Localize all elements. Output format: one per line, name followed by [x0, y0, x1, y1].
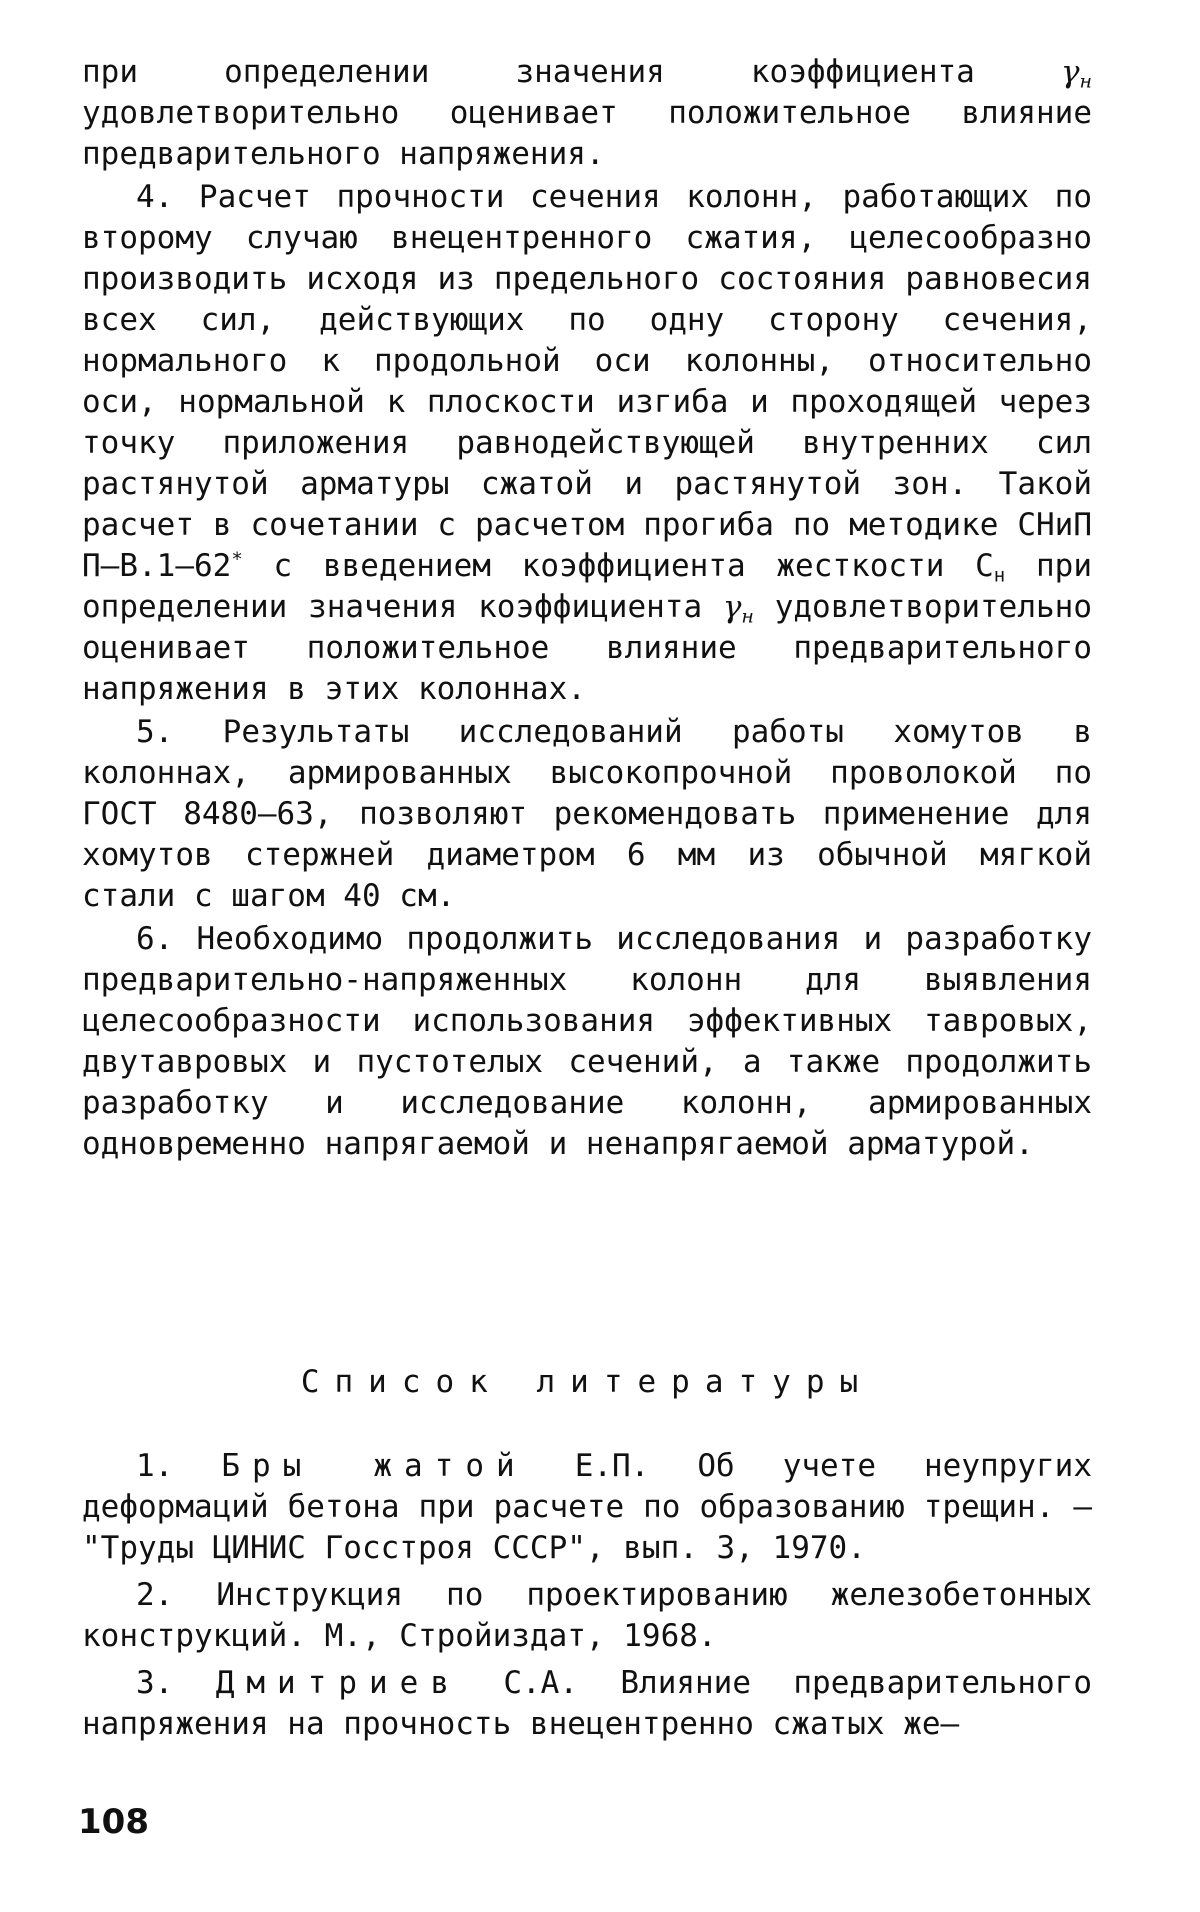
reference-author: Дмитриев — [215, 1665, 461, 1701]
gamma-symbol: $\gamma_н$ — [1060, 54, 1092, 93]
reference-item: 2. Инструкция по проектированию железобетонных конструкций. М., Стройиздат, 1968. — [82, 1577, 1092, 1654]
lead-text-after: удовлетворительно оценивает положительное влияние предварительного напряжения. — [82, 95, 1092, 172]
footnote-star: * — [231, 548, 243, 571]
paragraph-6: 6. Необходимо продолжить исследования и разработку предварительно-напряженных колонн для выявления целесообразности использования эффективных тавровых, двутавровых и пустотелых сечений, а также продолжить разработку и исследование колонн, армированных одновременно напрягаемой и ненапрягаемой арматурой. — [82, 921, 1092, 1162]
reference-author: Бры жатой — [221, 1448, 527, 1484]
reference-item: 1. Бры жатой Е.П. Об учете неупругих деформаций бетона при расчете по образованию трещин. – "Труды ЦИНИС Госстроя СССР", вып. 3, 1970. — [82, 1448, 1092, 1566]
gamma-symbol: $\gamma_н$ — [722, 589, 754, 628]
paragraph-4: 4. Расчет прочности сечения колонн, работающих по второму случаю внецентренного сжатия, целесообразно производить исходя из предельного состояния равновесия всех сил, действующих по одну сторону сечения, нормального к продольной оси колонны, относительно оси, нормальной к плоскости изгиба и проходящей через точку приложения равнодействующей внутренних сил растянутой арматуры сжатой и растянутой зон. Такой расчет в сочетании с расчетом прогиба по методике СНиП П–В.1–62* с введением коэффициента жесткости $С_н$ при определении значения коэффициента $\gamma_н$ удовлетворительно оценивает положительное влияние предварительного напряжения в этих колоннах. — [82, 179, 1093, 707]
paragraph-continuation — [82, 52, 1092, 175]
references-list — [82, 1446, 1092, 1751]
reference-item: 3. Дмитриев С.А. Влияние предварительного напряжения на прочность внецентренно сжатых же– — [82, 1665, 1092, 1742]
references-heading: Список литературы — [300, 1364, 874, 1400]
lead-text-before: при определении значения коэффициента — [82, 54, 975, 90]
paragraph-5: 5. Результаты исследований работы хомутов в колоннах, армированных высокопрочной проволокой по ГОСТ 8480–63, позволяют рекомендовать применение для хомутов стержней диаметром 6 мм из обычной мягкой стали с шагом 40 см. — [82, 714, 1092, 914]
body-text — [82, 52, 1092, 1165]
page-number: 108 — [78, 1802, 149, 1842]
